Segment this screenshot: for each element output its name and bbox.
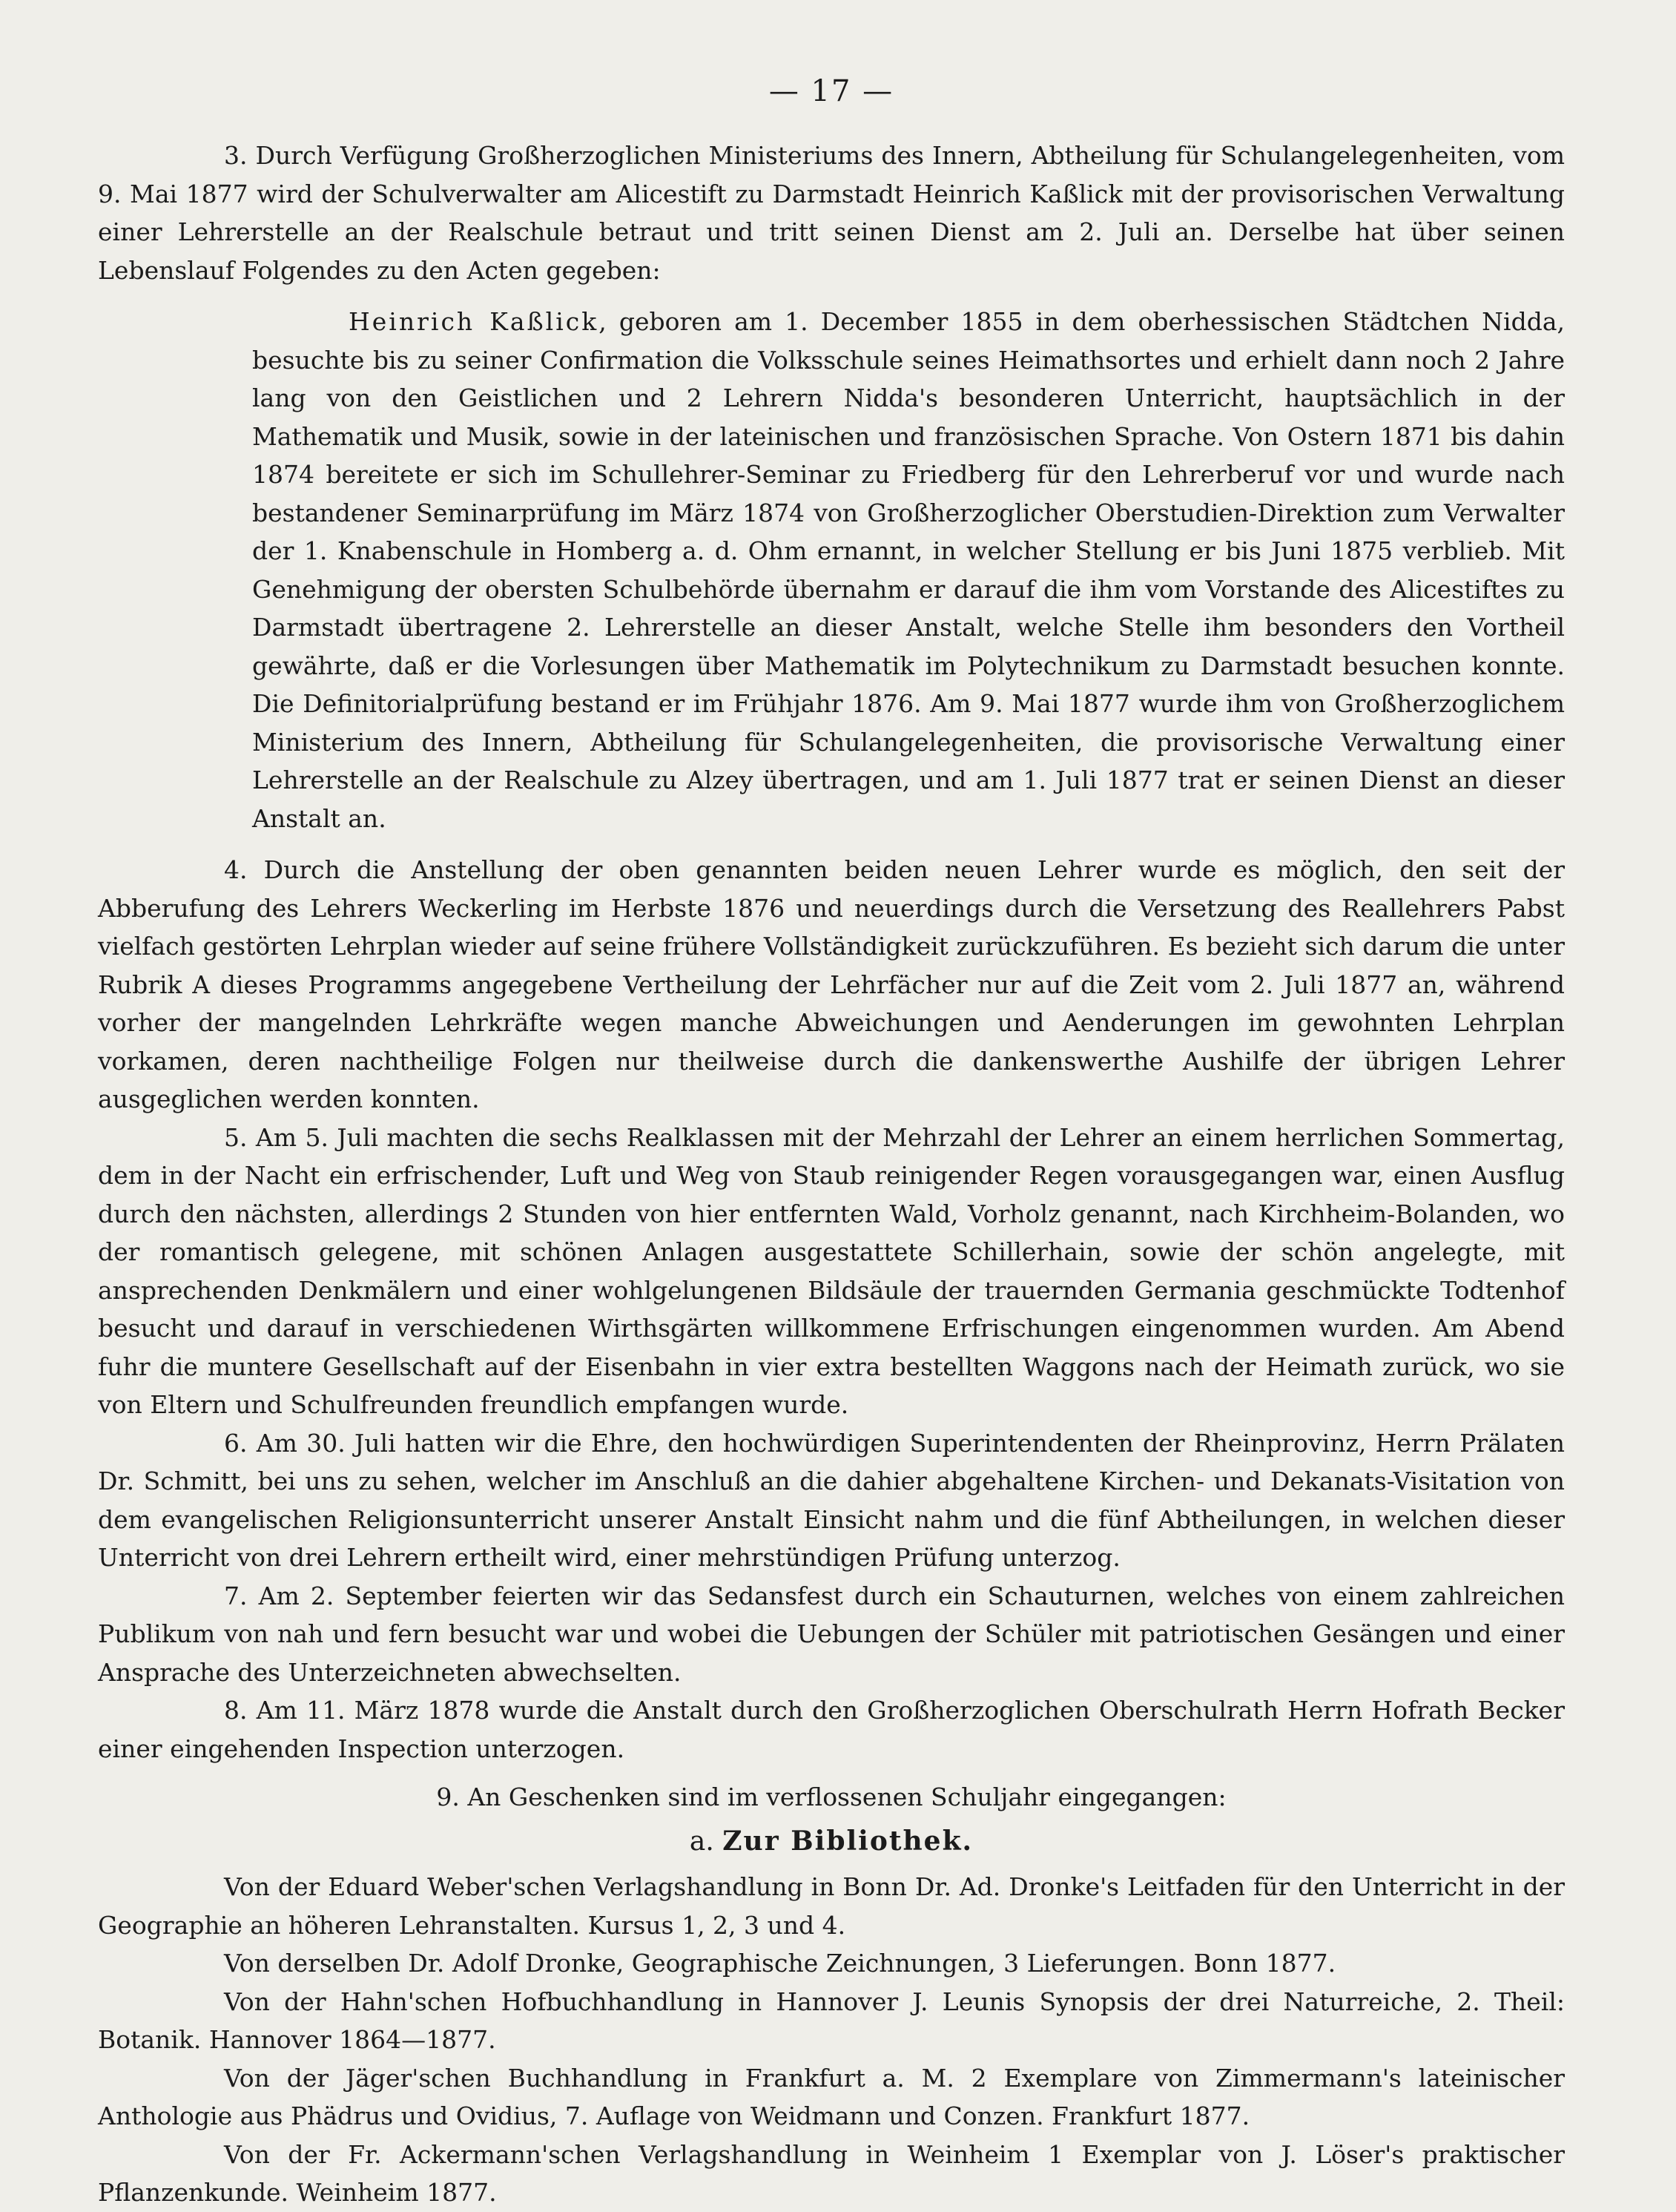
- paragraph-8: 8. Am 11. März 1878 wurde die Anstalt durch den Großherzoglichen Oberschulrath Herrn Hofrath Becker einer eingehenden Inspection unterzogen.: [98, 1696, 1565, 1763]
- paragraph-3: 3. Durch Verfügung Großherzoglichen Ministeriums des Innern, Abtheilung für Schulangelegenheiten, vom 9. Mai 1877 wird der Schulverwalter am Alicestift zu Darmstadt Heinrich Kaßlick mit der provisorischen Verwaltung einer Lehrerstelle an der Realschule betraut und tritt seinen Dienst am 2. Juli an. Derselbe hat über seinen Lebenslauf Folgendes zu den Acten gegeben:: [98, 141, 1565, 285]
- paragraph-4: 4. Durch die Anstellung der oben genannten beiden neuen Lehrer wurde es möglich, den seit der Abberufung des Lehrers Weckerling im Herbste 1876 und neuerdings durch die Versetzung des Reallehrers Pabst vielfach gestörten Lehrplan wieder auf seine frühere Vollständigkeit zurückzuführen. Es bezieht sich darum die unter Rubrik A dieses Programms angegebene Vertheilung der Lehrfächer nur auf die Zeit vom 2. Juli 1877 an, während vorher der mangelnden Lehrkräfte wegen manche Abweichungen und Aenderungen im gewohnten Lehrplan vorkamen, deren nachtheilige Folgen nur theilweise durch die dankenswerthe Aushilfe der übrigen Lehrer ausgeglichen werden konnten.: [98, 855, 1565, 1113]
- subsection-heading: [98, 1823, 1565, 1861]
- biography-paragraph: [252, 303, 1565, 837]
- biography-text: , geboren am 1. December 1855 in dem oberhessischen Städtchen Nidda, besuchte bis zu seiner Confirmation die Volksschule seines Heimathsortes und erhielt dann noch 2 Jahre lang von den Geistlichen und 2 Lehrern Nidda's besonderen Unterricht, hauptsächlich in der Mathematik und Musik, sowie in der lateinischen und französischen Sprache. Von Ostern 1871 bis dahin 1874 bereitete er sich im Schullehrer-Seminar zu Friedberg für den Lehrerberuf vor und wurde nach bestandener Seminarprüfung im März 1874 von Großherzoglicher Oberstudien-Direktion zum Verwalter der 1. Knabenschule in Homberg a. d. Ohm ernannt, in welcher Stellung er bis Juni 1875 verblieb. Mit Genehmigung der obersten Schulbehörde übernahm er darauf die ihm vom Vorstande des Alicestiftes zu Darmstadt übertragene 2. Lehrerstelle an dieser Anstalt, welche Stelle ihm besonders den Vortheil gewährte, daß er die Vorlesungen über Mathematik im Polytechnikum zu Darmstadt besuchen konnte. Die Definitorialprüfung bestand er im Frühjahr 1876. Am 9. Mai 1877 wurde ihm von Großherzoglichem Ministerium des Innern, Abtheilung für Schulangelegenheiten, die provisorische Verwaltung einer Lehrerstelle an der Realschule zu Alzey übertragen, und am 1. Juli 1877 trat er seinen Dienst an dieser Anstalt an.: [252, 307, 1565, 833]
- gift-entry: Von der Fr. Ackermann'schen Verlagshandlung in Weinheim 1 Exemplar von J. Löser's praktischer Pflanzenkunde. Weinheim 1877.: [98, 2139, 1565, 2207]
- paragraph-6: 6. Am 30. Juli hatten wir die Ehre, den hochwürdigen Superintendenten der Rheinprovinz, Herrn Prälaten Dr. Schmitt, bei uns zu sehen, welcher im Anschluß an die dahier abgehaltene Kirchen- und Dekanats-Visitation von dem evangelischen Religionsunterricht unserer Anstalt Einsicht nahm und die fünf Abtheilungen, in welchen dieser Unterricht von drei Lehrern ertheilt wird, einer mehrstündigen Prüfung unterzog.: [98, 1428, 1565, 1572]
- subsection-title: Zur Bibliothek.: [722, 1825, 974, 1857]
- gift-entry: Von der Jäger'schen Buchhandlung in Frankfurt a. M. 2 Exemplare von Zimmermann's lateinischer Anthologie aus Phädrus und Ovidius, 7. Auflage von Weidmann und Conzen. Frankfurt 1877.: [98, 2063, 1565, 2130]
- page-body: [98, 136, 1565, 2212]
- gift-entry: Von der Hahn'schen Hofbuchhandlung in Hannover J. Leunis Synopsis der drei Naturreiche, 2. Theil: Botanik. Hannover 1864—1877.: [98, 1986, 1565, 2054]
- paragraph-9: 9. An Geschenken sind im verflossenen Schuljahr eingegangen:: [436, 1783, 1227, 1811]
- gift-entry: Von derselben Dr. Adolf Dronke, Geographische Zeichnungen, 3 Lieferungen. Bonn 1877.: [224, 1949, 1336, 1978]
- paragraph-5: 5. Am 5. Juli machten die sechs Realklassen mit der Mehrzahl der Lehrer an einem herrlichen Sommertag, dem in der Nacht ein erfrischender, Luft und Weg von Staub reinigender Regen vorausgegangen war, einen Ausflug durch den nächsten, allerdings 2 Stunden von hier entfernten Wald, Vorholz genannt, nach Kirchheim-Bolanden, wo der romantisch gelegene, mit schönen Anlagen ausgestattete Schillerhain, sowie der schön angelegte, mit ansprechenden Denkmälern und einer wohlgelungenen Bildsäule der trauernden Germania geschmückte Todtenhof besucht und darauf in verschiedenen Wirthsgärten willkommene Erfrischungen eingenommen wurden. Am Abend fuhr die muntere Gesellschaft auf der Eisenbahn in vier extra bestellten Waggons nach der Heimath zurück, wo sie von Eltern und Schulfreunden freundlich empfangen wurde.: [98, 1122, 1565, 1419]
- page-number: — 17 —: [768, 74, 894, 108]
- subsection-letter: a.: [689, 1826, 714, 1857]
- biography-name: Heinrich Kaßlick: [349, 307, 599, 336]
- gift-entry: Von der Eduard Weber'schen Verlagshandlung in Bonn Dr. Ad. Dronke's Leitfaden für den Unterricht in der Geographie an höheren Lehranstalten. Kursus 1, 2, 3 und 4.: [98, 1872, 1565, 1940]
- paragraph-7: 7. Am 2. September feierten wir das Sedansfest durch ein Schauturnen, welches von einem zahlreichen Publikum von nah und fern besucht war und wobei die Uebungen der Schüler mit patriotischen Gesängen und einer Ansprache des Unterzeichneten abwechselten.: [98, 1581, 1565, 1687]
